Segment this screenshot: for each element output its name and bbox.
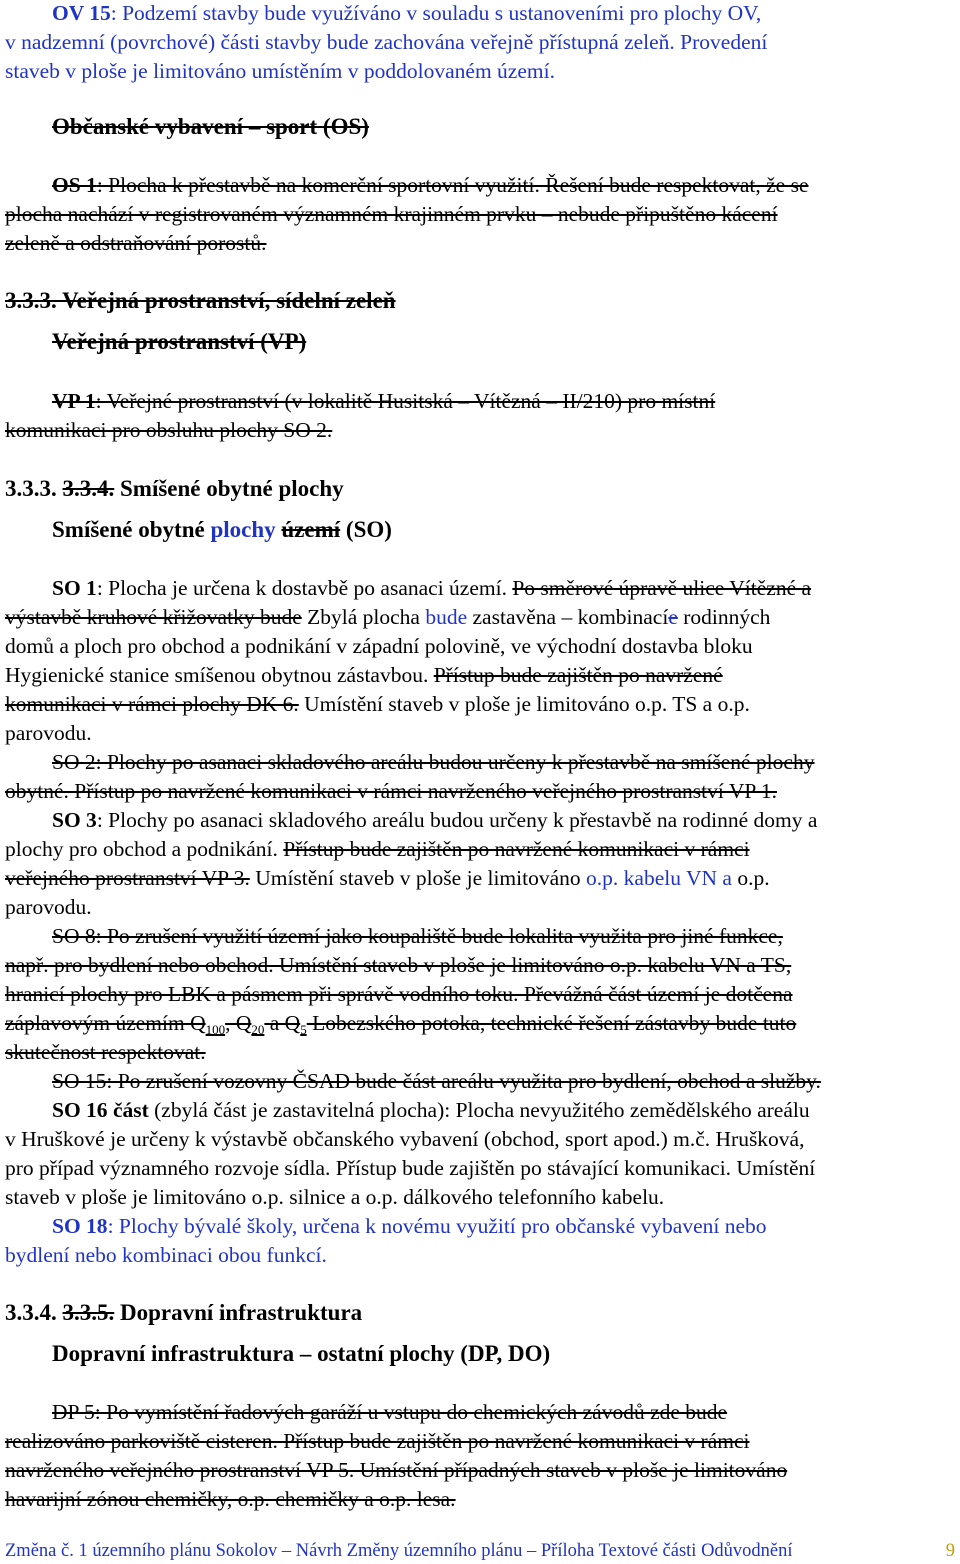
vp1-line-2: komunikaci pro obsluhu plochy SO 2.: [5, 418, 333, 442]
ov15-line-2: v nadzemní (povrchové) části stavby bude zachována veřejně přístupná zeleň. Provedení: [5, 30, 768, 54]
so1-line-2: výstavbě kruhové křižovatky bude Zbylá plocha bude zastavěna – kombinacíe rodinných: [5, 605, 771, 629]
section-so-heading: 3.3.3. 3.3.4. Smíšené obytné plochy: [5, 476, 344, 501]
so1-line-1: SO 1: Plocha je určena k dostavbě po asanaci území. Po směrové úpravě ulice Vítězné a: [52, 576, 812, 600]
so1-line-3: domů a ploch pro obchod a podnikání v západní polovině, ve východní dostavba bloku: [5, 634, 753, 658]
os-heading: Občanské vybavení – sport (OS): [52, 114, 369, 139]
so8-line-4: záplavovým územím $Q_{100}$, $Q_{20}$ a $Q_5$ Lobezského potoka, technické řešení zástavby bude tuto: [5, 1011, 797, 1037]
so8-line-2: např. pro bydlení nebo obchod. Umístění staveb v ploše je limitováno o.p. kabelu VN a TS,: [5, 953, 792, 977]
so3-line-1: SO 3: Plochy po asanaci skladového areálu budou určeny k přestavbě na rodinné domy a: [52, 808, 818, 832]
so8-line-1: SO 8: Po zrušení využití území jako koupaliště bude lokalita využita pro jiné funkce,: [52, 924, 783, 948]
dp5-line-4: havarijní zónou chemičky, o.p. chemičky a o.p. lesa.: [5, 1487, 456, 1511]
page-number: 9: [945, 1541, 955, 1561]
so2-line-1: SO 2: Plochy po asanaci skladového areálu budou určeny k přestavbě na smíšené plochy: [52, 750, 815, 774]
so1-line-6: parovodu.: [5, 721, 92, 745]
so15-line-1: SO 15: Po zrušení vozovny ČSAD bude část areálu využita pro bydlení, obchod a služby.: [52, 1069, 821, 1093]
vp1-line-1: VP 1: Veřejné prostranství (v lokalitě Husitská – Vítězná – II/210) pro místní: [52, 389, 716, 413]
so16-line-2: v Hruškové je určeny k výstavbě občanského vybavení (obchod, sport apod.) m.č. Hrušková,: [5, 1127, 805, 1151]
ov15-line-1: OV 15: Podzemí stavby bude využíváno v souladu s ustanoveními pro plochy OV,: [52, 1, 762, 25]
so1-line-5: komunikaci v rámci plochy DK 6. Umístění staveb v ploše je limitováno o.p. TS a o.p.: [5, 692, 750, 716]
vp-heading: Veřejná prostranství (VP): [52, 329, 307, 354]
so18-line-2: bydlení nebo kombinaci obou funkcí.: [5, 1243, 327, 1267]
so2-line-2: obytné. Přístup po navržené komunikaci v rámci navrženého veřejného prostranství VP 1.: [5, 779, 778, 803]
section-333-heading: 3.3.3. Veřejná prostranství, sídelní zeleň: [5, 288, 396, 313]
so16-line-3: pro případ významného rozvoje sídla. Přístup bude zajištěn po stávající komunikaci. Umístění: [5, 1156, 816, 1180]
os1-line-2: plocha nachází v registrovaném významném krajinném prvku – nebude připuštěno kácení: [5, 202, 778, 226]
so3-line-4: parovodu.: [5, 895, 92, 919]
os1-line-3: zeleně a odstraňování porostů.: [5, 231, 267, 255]
so18-line-1: SO 18: Plochy bývalé školy, určena k novému využití pro občanské vybavení nebo: [52, 1214, 767, 1238]
section-dp-heading: 3.3.4. 3.3.5. Dopravní infrastruktura: [5, 1300, 363, 1325]
os1-line-1: OS 1: Plocha k přestavbě na komerční sportovní využití. Řešení bude respektovat, že se: [52, 173, 809, 197]
dp-subheading: Dopravní infrastruktura – ostatní plochy (DP, DO): [52, 1341, 551, 1366]
dp5-line-2: realizováno parkoviště cisteren. Přístup bude zajištěn po navržené komunikaci v rámci: [5, 1429, 750, 1453]
so8-line-3: hranicí plochy pro LBK a pásmem při správě vodního toku. Převážná část území je dotčena: [5, 982, 793, 1006]
footer-text: Změna č. 1 územního plánu Sokolov – Návrh Změny územního plánu – Příloha Textové části Odůvodnění: [5, 1541, 793, 1561]
so1-line-4: Hygienické stanice smíšenou obytnou zástavbou. Přístup bude zajištěn po navržené: [5, 663, 723, 687]
so3-line-2: plochy pro obchod a podnikání. Přístup bude zajištěn po navržené komunikaci v rámci: [5, 837, 750, 861]
so16-line-1: SO 16 část (zbylá část je zastavitelná plocha): Plocha nevyužitého zemědělského areálu: [52, 1098, 810, 1122]
page-footer: [5, 1540, 955, 1562]
so8-line-5: skutečnost respektovat.: [5, 1040, 206, 1064]
dp5-line-1: DP 5: Po vymístění řadových garáží u vstupu do chemických závodů zde bude: [52, 1400, 728, 1424]
so-subheading: Smíšené obytné plochy území (SO): [52, 517, 392, 542]
so16-line-4: staveb v ploše je limitováno o.p. silnice a o.p. dálkového telefonního kabelu.: [5, 1185, 665, 1209]
dp5-line-3: navrženého veřejného prostranství VP 5. Umístění případných staveb v ploše je limitováno: [5, 1458, 788, 1482]
ov15-line-3: staveb v ploše je limitováno umístěním v poddolovaném území.: [5, 59, 555, 83]
so3-line-3: veřejného prostranství VP 3. Umístění staveb v ploše je limitováno o.p. kabelu VN a o.p.: [5, 866, 770, 890]
